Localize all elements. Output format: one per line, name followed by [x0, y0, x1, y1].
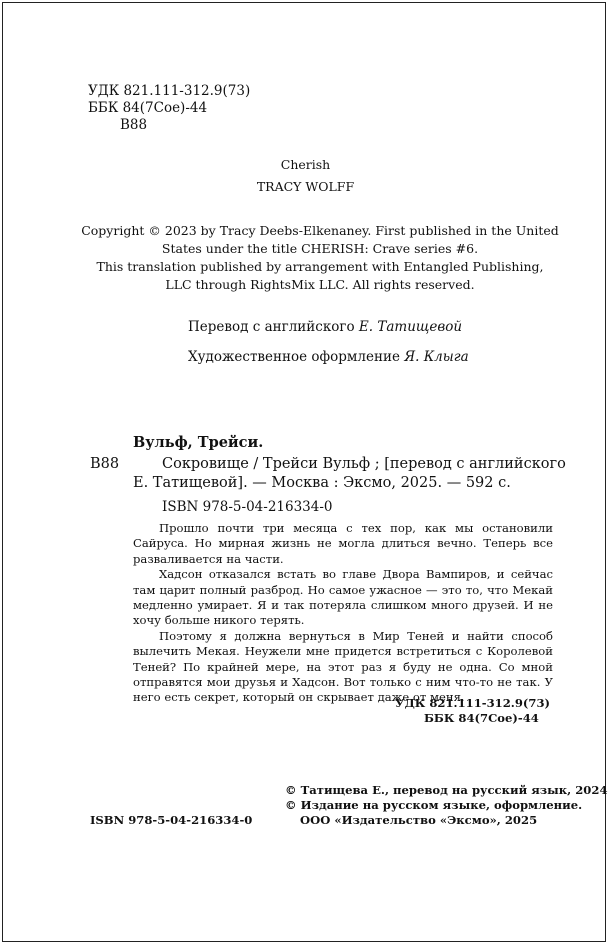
- designer-name: Я. Клыга: [404, 349, 469, 365]
- abstract-paragraph-1: Прошло почти три месяца с тех пор, как мы остановили Сайруса. Но мирная жизнь не могла длиться вечно. Теперь все разваливается на части.: [133, 521, 553, 566]
- copyright-line-2: States under the title CHERISH: Crave series #6.: [161, 241, 479, 256]
- abstract-paragraph-3: Поэтому я должна вернуться в Мир Теней и найти способ вылечить Мекая. Неужели мне придется встретиться с Королевой Теней? По крайней мере, на этот раз я буду не одна. Со мной отправятся мои друзья и Хадсон. Вот только с ним что-то не так. У него есть секрет, который он скрывает даже от меня.: [133, 628, 553, 705]
- bbk-code: ББК 84(7Сое)-44: [88, 100, 208, 116]
- copyright-line-3: This translation published by arrangement with Entangled Publishing,: [96, 259, 544, 274]
- abstract-bbk: ББК 84(7Сое)-44: [424, 711, 539, 725]
- catalog-isbn: ISBN 978-5-04-216334-0: [162, 499, 333, 515]
- udk-code: УДК 821.111-312.9(73): [88, 83, 251, 99]
- original-title: Cherish: [280, 157, 331, 172]
- catalog-author-heading: Вульф, Трейси.: [133, 434, 264, 451]
- rights-line-2: © Издание на русском языке, оформление.: [285, 798, 583, 812]
- catalog-line-1: Сокровище / Трейси Вульф ; [перевод с английского: [162, 456, 566, 472]
- design-label: Художественное оформление: [188, 349, 400, 365]
- translation-label: Перевод с английского: [188, 319, 355, 335]
- original-author: TRACY WOLFF: [256, 179, 355, 194]
- author-mark: В88: [120, 117, 148, 133]
- copyright-line-4: LLC through RightsMix LLC. All rights reserved.: [165, 277, 475, 292]
- rights-line-3: ООО «Издательство «Эксмо», 2025: [300, 813, 538, 827]
- rights-line-1: © Татищева Е., перевод на русский язык, 2024: [285, 783, 608, 797]
- translation-credit: [188, 318, 462, 336]
- catalog-line-2: Е. Татищевой]. — Москва : Эксмо, 2025. — 592 с.: [133, 475, 511, 491]
- catalog-mark: В88: [90, 456, 120, 472]
- abstract: [133, 521, 553, 706]
- abstract-paragraph-2: Хадсон отказался встать во главе Двора Вампиров, и сейчас там царит полный разброд. Но самое ужасное — это то, что Мекай медленно умирает. Я и так потеряла слишком много друзей. И не хочу больше никого терять.: [133, 567, 553, 628]
- copyright-line-1: Copyright © 2023 by Tracy Deebs-Elkenaney. First published in the United: [81, 223, 559, 238]
- footer-isbn: ISBN 978-5-04-216334-0: [90, 813, 253, 827]
- abstract-udk: УДК 821.111-312.9(73): [395, 696, 550, 710]
- design-credit: [188, 348, 469, 366]
- translator-name: Е. Татищевой: [358, 319, 463, 335]
